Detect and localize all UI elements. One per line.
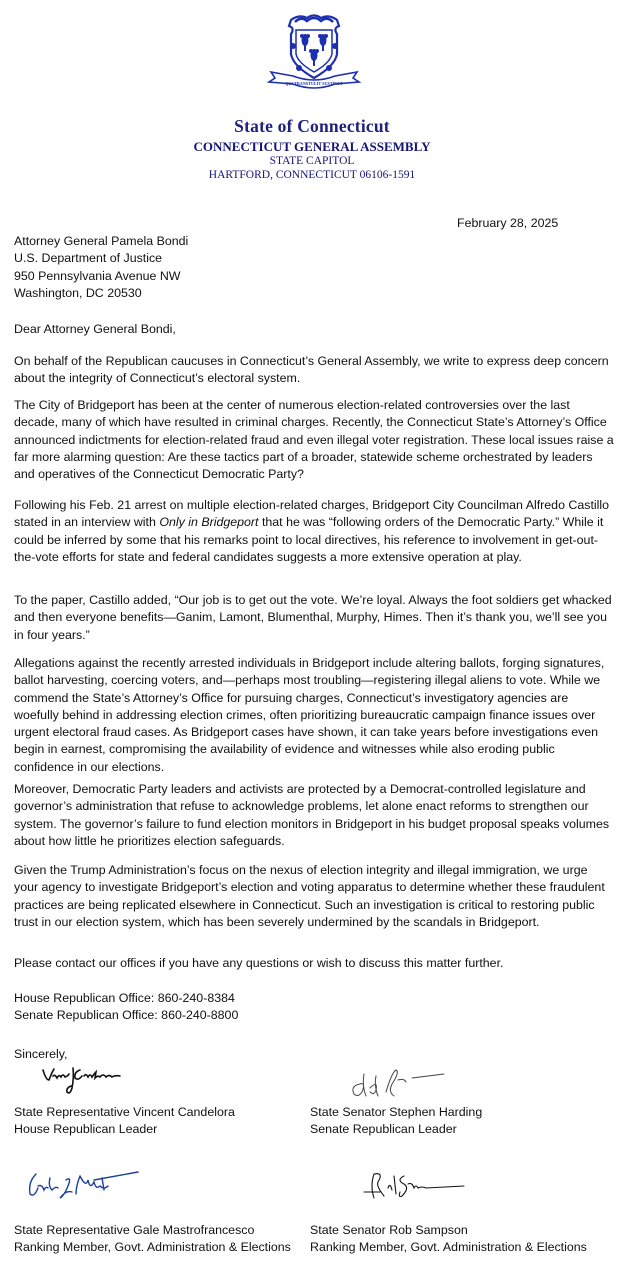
signature-sampson-icon xyxy=(360,1168,470,1204)
signatory-title: Ranking Member, Govt. Administration & Elections xyxy=(310,1240,587,1255)
recipient-line: 950 Pennsylvania Avenue NW xyxy=(14,268,181,283)
connecticut-state-seal-icon xyxy=(263,12,365,94)
letterhead-title: State of Connecticut xyxy=(234,116,390,136)
signatory-title: Senate Republican Leader xyxy=(310,1122,457,1137)
body-paragraph-3 xyxy=(14,497,614,566)
body-paragraph-6: Moreover, Democratic Party leaders and activists are protected by a Democrat-controlled legislature and governor’s administration that refuse to acknowledge problems, let alone enact reforms to strengthen our system. The governor’s failure to fund election monitors in Bridgeport in his budget proposal speaks volumes about how little he prioritizes election safeguards. xyxy=(14,782,610,848)
signatory-title: House Republican Leader xyxy=(14,1122,158,1137)
signatory-harding xyxy=(310,1104,482,1139)
closing: Sincerely, xyxy=(14,1047,68,1061)
body-paragraph-1: On behalf of the Republican caucuses in Connecticut’s General Assembly, we write to express deep concern about the integrity of Connecticut’s electoral system. xyxy=(14,354,609,386)
signatory-mastrofrancesco xyxy=(14,1222,291,1257)
letterhead-address: HARTFORD, CONNECTICUT 06106-1591 xyxy=(208,169,416,181)
signatory-name: State Senator Stephen Harding xyxy=(310,1105,483,1119)
body-paragraph-5: Allegations against the recently arrested individuals in Bridgeport include altering ballots, forging signatures, ballot harvesting, coercing voters, and—perhaps most troubling—registering illegal aliens to vote. While we commend the State’s Attorney’s Office for pursuing charges, Connecticut’s investigatory agencies are woefully behind in addressing election crimes, often prioritizing bureaucratic campaign finance issues over urgent electoral fraud cases. As Bridgeport cases have shown, it can take years before investigations even begin in earnest, compromising the availability of evidence and witnesses while also eroding public confidence in our elections. xyxy=(14,656,605,774)
paragraph-text: that he was “following orders of the Democratic Party.” While it could be inferred by some that his remarks point to local directives, his reference to involvement in get-out-the-vote efforts for state and federal candidates suggests a more extensive operation at play. xyxy=(14,515,604,564)
body-paragraph-4: To the paper, Castillo added, “Our job is to get out the vote. We’re loyal. Always the foot soldiers get whacked and then everyone benefits—Ganim, Lamont, Blumenthal, Murphy, Himes. Then it’s thank you, we’ll see you in four years.” xyxy=(14,593,612,642)
salutation: Dear Attorney General Bondi, xyxy=(14,322,176,336)
publication-name: Only in Bridgeport xyxy=(159,515,259,530)
letter-date: February 28, 2025 xyxy=(457,216,559,230)
signature-mastrofrancesco-icon xyxy=(24,1168,144,1204)
recipient-line: U.S. Department of Justice xyxy=(14,251,163,266)
letterhead-building: STATE CAPITOL xyxy=(269,155,355,167)
signatory-title: Ranking Member, Govt. Administration & Elections xyxy=(14,1240,291,1255)
recipient-address xyxy=(14,233,188,302)
body-paragraph-8: Please contact our offices if you have any questions or wish to discuss this matter further. xyxy=(14,956,504,970)
senate-office-phone: Senate Republican Office: 860-240-8800 xyxy=(14,1008,239,1023)
signature-candelora-icon xyxy=(40,1064,135,1098)
contact-phones xyxy=(14,990,238,1025)
signatory-name: State Representative Vincent Candelora xyxy=(14,1105,235,1119)
body-paragraph-7: Given the Trump Administration’s focus on the nexus of election integrity and illegal immigration, we urge your agency to investigate Bridgeport’s election and voting apparatus to determine whether these fraudulent practices are being replicated elsewhere in Connecticut. Such an investigation is critical to restoring public trust in our election system, which has been severely undermined by the scandals in Bridgeport. xyxy=(14,863,605,929)
body-paragraph-2: The City of Bridgeport has been at the center of numerous election-related controversies over the last decade, many of which have resulted in criminal charges. Recently, the Connecticut State’s Attorney’s Office announced indictments for election-related fraud and even illegal voter registration. These local issues raise a far more alarming question: Are these tactics part of a broader, statewide scheme orchestrated by leaders and operatives of the Connecticut Democratic Party? xyxy=(14,398,614,482)
svg-text:QUI TRANSTULIT SUSTINET: QUI TRANSTULIT SUSTINET xyxy=(285,81,343,86)
signatory-name: State Senator Rob Sampson xyxy=(310,1223,468,1237)
signatory-name: State Representative Gale Mastrofrancesco xyxy=(14,1223,255,1237)
recipient-line: Washington, DC 20530 xyxy=(14,285,142,300)
recipient-line: Attorney General Pamela Bondi xyxy=(14,234,189,248)
house-office-phone: House Republican Office: 860-240-8384 xyxy=(14,991,235,1005)
letterhead-assembly: CONNECTICUT GENERAL ASSEMBLY xyxy=(193,139,431,154)
signature-harding-icon xyxy=(348,1066,458,1102)
paragraph-text: Following his Feb. 21 arrest on multiple election-related charges, Bridgeport City Councilman Alfredo Castillo stated in an interview with xyxy=(14,498,610,530)
signatory-sampson xyxy=(310,1222,587,1257)
signatory-candelora xyxy=(14,1104,235,1139)
